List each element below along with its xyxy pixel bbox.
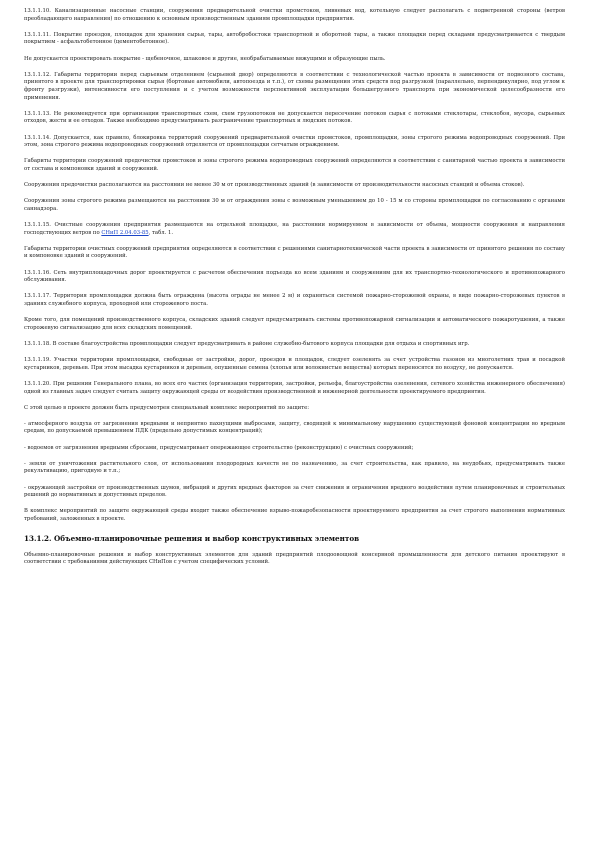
paragraph: - окружающей застройки от производственных шумов, вибраций и других вредных факторов за счет снижения и ограничения вредного воздействия путем планировочных и строительных решений до нормативных и допустимых пределов. [24, 484, 565, 499]
paragraph: 13.1.1.18. В составе благоустройства промплощадки следует предусматривать в районе служебно-бытового корпуса площадки для отдыха и спортивных игр. [24, 340, 470, 347]
paragraph-text-after-link: , табл. 1. [148, 229, 174, 236]
paragraph: 13.1.1.16. Сеть внутриплощадочных дорог проектируется с расчетом обеспечения подъезда ко всем зданиям и сооружениям для их транспортно-технологического и противопожарного обслуживания. [24, 269, 565, 284]
snip-reference-link[interactable]: СНиП 2.04.03-85 [101, 229, 149, 236]
paragraph: Сооружения зоны строгого режима размещаются на расстоянии 30 м от ограждения зоны с возможным уменьшением до 10 - 15 м со стороны промплощадки по согласованию с органами саннадзора. [24, 198, 565, 212]
paragraph-text-before-link: 13.1.1.15. Очистные сооружения предприятия размещаются на отдельной площадке, на расстоянии нормируемом в зависимости от объема, мощности сооружения и направления господствующих ветров по [24, 222, 565, 236]
document-body [24, 8, 565, 524]
paragraph: 13.1.1.14. Допускается, как правило, блокировка территорий сооружений предварительной очистки промстоков, промплощадки, зоны строгого режима водопроводных сооружений. При этом, зона строгого режима водопроводных сооружений отделяется от промплощадки сетчатым ограждением. [24, 134, 565, 149]
paragraph: 13.1.1.19. Участки территории промплощадки, свободные от застройки, дорог, проездов и площадок, следует озеленять за счет устройства газонов из многолетних трав и посадкой кустарников, деревьев. При этом высадка кустарников и деревьев, опушенные семена (хлопья или волокнистые вещества) которых переносятся по воздуху, не допускается. [24, 357, 565, 371]
paragraph: 13.1.1.11. Покрытие проездов, площадок для хранения сырья, тары, автобробостоки транспортной и оборотной тары, а также площадки перед складами предусматривается с твердым покрытием - асфальтобетонное (цементобетонное). [24, 31, 565, 46]
paragraph: 13.1.1.20. При решении Генерального плана, во всех его частях (организация территории, застройки, рельефа, благоустройства озеленения, сетевого хозяйства инженерного обеспечения) одной из главных задач следует считать защиту окружающей среды от воздействия производственной и инженерной деятельности проектируемого предприятия. [24, 380, 565, 395]
paragraph: Сооружения предочистки располагаются на расстоянии не менее 30 м от производственных зданий (в зависимости от производительности насосных станций и объема стоков). [24, 182, 525, 189]
paragraph: Не допускается проектировать покрытие - щебеночное, шлаковое и другие, необрабатываемые вяжущими и образующие пыль. [24, 55, 386, 62]
paragraph-with-link [24, 222, 565, 237]
paragraph: 13.1.1.10. Канализационные насосные станции, сооружения предварительной очистки промстоков, ливневых вод, котельную следует располагать с подветренной стороны (ветров преобладающего направления) по отношению к основным производственным зданиям промплощадки предприятия. [24, 8, 565, 22]
section-heading: 13.1.2. Объемно-планировочные решения и выбор конструктивных элементов [24, 533, 360, 543]
paragraph: - атмосферного воздуха от загрязнения вредными и неприятно пахнущими выбросами, защиту, сводящей к минимальному нарушению существующей фоновой концентрации во вредным средам, по допускаемой превышением ПДК (предельно допустимых концентраций); [24, 420, 565, 435]
paragraph: 13.1.1.12. Габариты территории перед сырьевым отделением (сырьевой двор) определяются в соответствии с технологической частью проекта в зависимости от подвозного состава, принятого в проекте для транспортировки сырья (бортовые автомобили, автопоезда и т.п.), от схемы размещения этих средств под разгрузкой (параллельно, перпендикулярно, под углом к фронту разгрузки), интенсивности его поступления и с учетом возможности перспективной эксплуатации большегрузного транспорта при экономической целесообразности его применения. [24, 71, 565, 101]
paragraph: 13.1.1.17. Территория промплощадки должна быть ограждена (высота ограды не менее 2 м) и охраняться системой пожарно-сторожевой охраны, в виде пожарно-сторожевых пунктов в зданиях служебного корпуса, проходной или сторожевого поста. [24, 293, 565, 307]
paragraph: - земли от уничтожения растительного слоя, от использования плодородных качеств не по назначению, за счет строительства, как правило, на неудобьях, предусматривать также рекультивацию, пригодную и т.п.; [24, 460, 565, 475]
paragraph: Кроме того, для помещений производственного корпуса, складских зданий следует предусматривать системы противопожарной сигнализации и автоматического пожаротушения, а также сторожевую сигнализацию для всех складских помещений. [24, 317, 565, 331]
paragraph: Габариты территории очистных сооружений предприятия определяются в соответствии с решениями санитарнотехнической части проекта в зависимости от принятого решения по составу и компоновке зданий и сооружений. [24, 245, 565, 260]
paragraph: С этой целью в проекте должен быть предусмотрен специальный комплекс мероприятий по защите: [24, 404, 310, 411]
paragraph: - водоемов от загрязнения вредными сбросами, предусматривает опережающее строительство (реконструкцию) с очистных сооружений; [24, 444, 414, 451]
paragraph: В комплекс мероприятий по защите окружающей среды входит также обеспечение взрыво-пожаробезопасности проектируемого предприятия за счет строгого выполнения нормативных требований, заложенных в проекте. [24, 508, 565, 522]
paragraph: Габариты территории сооружений предочистки промстоков и зоны строгого режима водопроводных сооружений определяются в соответствии с санитарной частью проекта в зависимости от состава и компоновки зданий и сооружений. [24, 158, 565, 172]
final-paragraph: Объемно-планировочные решения и выбор конструктивных элементов для зданий предприятий плодоовощной консервной промышленности для детского питания проектируют в соответствии с требованиями действующих СНиПов с учетом специфических условий. [24, 551, 565, 566]
paragraph: 13.1.1.13. Не рекомендуется при организации транспортных схем, схем грузопотоков не допускается пересечение потоков сырья с потоками стеклотары, стеклобоя, мусора, сырьевых отходов, жести и ее отходов. Также необходимо предусматривать разграничение транспортных и людских потоков. [24, 110, 565, 125]
